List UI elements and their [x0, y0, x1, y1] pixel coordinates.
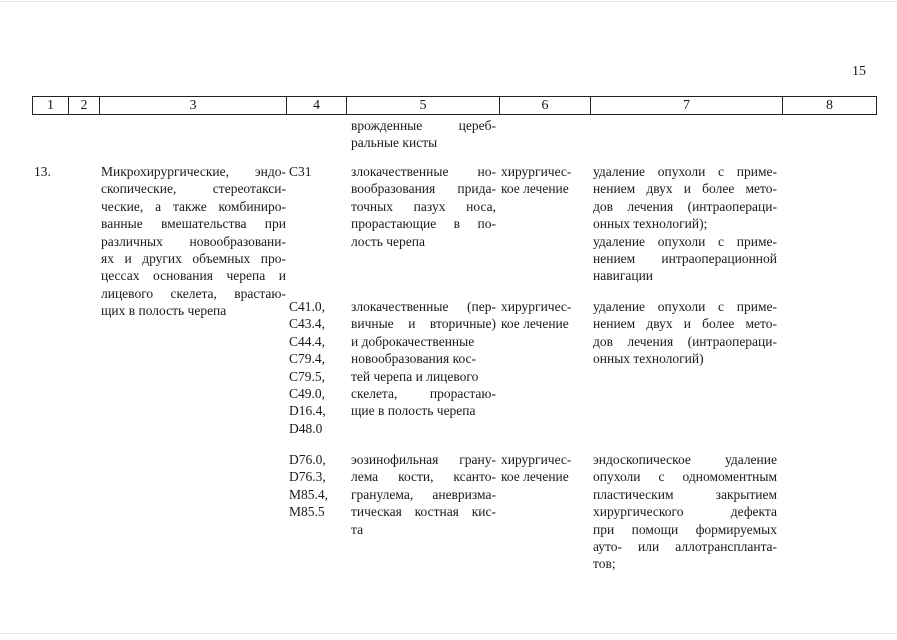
text-line: хирургического дефекта [593, 504, 777, 520]
scan-edge-top [0, 1, 897, 2]
procedure-cell [101, 163, 286, 320]
text-line: пластическим закрытием [593, 486, 777, 502]
header-col-5: 5 [347, 97, 500, 115]
page-number: 15 [852, 64, 866, 79]
header-col-4: 4 [287, 97, 347, 115]
text-line: тей черепа и лицевого [351, 368, 479, 384]
text-line: навигации [593, 268, 654, 284]
text-line: щих в полость черепа [101, 303, 227, 319]
treatment-type-cell [501, 298, 589, 333]
text-line: различных новообразовани- [101, 233, 286, 249]
text-line: щие в полость черепа [351, 403, 476, 419]
text-line: цессах основания черепа и [101, 268, 286, 284]
icd-codes-cell [289, 163, 347, 180]
disease-cell [351, 451, 496, 538]
icd-codes-cell [289, 298, 347, 437]
row-number: 13. [34, 164, 51, 179]
header-col-7: 7 [591, 97, 783, 115]
column-number-header [32, 96, 877, 115]
icd-code: D48.0 [289, 420, 323, 436]
icd-code: C43.4, [289, 316, 326, 332]
disease-cell [351, 163, 496, 250]
text-line: вообразования прида- [351, 181, 496, 197]
disease-cell [351, 298, 496, 420]
text-line: скелета, прорастаю- [351, 386, 496, 402]
header-col-2: 2 [69, 97, 100, 115]
text-line: ральные кисты [351, 135, 438, 151]
text-line: нением интраоперационной [593, 251, 777, 267]
text-line: ауто- или аллотрансплантa- [593, 539, 777, 555]
text-line: хирургичес- [501, 452, 572, 467]
header-col-3: 3 [100, 97, 287, 115]
icd-code: D76.3, [289, 469, 326, 485]
icd-code: M85.5 [289, 504, 325, 520]
text-line: хирургичес- [501, 164, 572, 179]
text-line: кое лечение [501, 469, 569, 485]
text-line: эндоскопическое удаление [593, 452, 777, 467]
text-line: кое лечение [501, 181, 569, 197]
text-line: нением двух и более мето- [593, 181, 777, 197]
text-line: лема кости, ксанто- [351, 469, 496, 485]
icd-code: C79.4, [289, 351, 326, 367]
text-line: и доброкачественные [351, 333, 475, 349]
treatment-method-cell [593, 451, 777, 573]
text-line: дов лечения (интраопераци- [593, 333, 777, 349]
text-line: ванные вмешательства при [101, 216, 286, 232]
treatment-method-cell [593, 163, 777, 285]
text-line: удаление опухоли с приме- [593, 233, 777, 249]
text-line: удаление опухоли с приме- [593, 299, 777, 314]
text-line: прорастающие в по- [351, 216, 496, 232]
icd-code: M85.4, [289, 486, 329, 502]
text-line: тов; [593, 556, 616, 572]
text-line: ческие, а также комбиниро- [101, 198, 286, 214]
icd-code: C41.0, [289, 299, 326, 314]
text-line: при помощи формируемых [593, 521, 777, 537]
icd-code: D16.4, [289, 403, 326, 419]
treatment-type-cell [501, 451, 589, 486]
treatment-type-cell [501, 163, 589, 198]
text-line: удаление опухоли с приме- [593, 164, 777, 179]
header-col-1: 1 [33, 97, 69, 115]
header-col-6: 6 [500, 97, 591, 115]
text-line: точных пазух носа, [351, 198, 496, 214]
header-col-8: 8 [783, 97, 877, 115]
text-line: та [351, 521, 364, 537]
text-line: кое лечение [501, 316, 569, 332]
text-line: врожденные цереб- [351, 118, 496, 133]
scan-edge-bottom [0, 633, 897, 634]
text-line: онных технологий) [593, 351, 704, 367]
treatment-method-cell [593, 298, 777, 368]
text-line: скопические, стереотакси- [101, 181, 286, 197]
text-line: опухоли с одномоментным [593, 469, 777, 485]
text-line: онных технологий); [593, 216, 708, 232]
icd-code: C49.0, [289, 386, 326, 402]
continuation-disease-cell [351, 117, 496, 152]
icd-codes-cell [289, 451, 347, 521]
text-line: новообразования кос- [351, 351, 477, 367]
text-line: эозинофильная грану- [351, 452, 496, 467]
text-line: дов лечения (интраопераци- [593, 198, 777, 214]
icd-code: C44.4, [289, 333, 326, 349]
text-line: лицевого скелета, врастаю- [101, 285, 286, 301]
text-line: Микрохирургические, эндо- [101, 164, 286, 179]
icd-code: C79.5, [289, 368, 326, 384]
text-line: лость черепа [351, 233, 425, 249]
text-line: вичные и вторичные) [351, 316, 496, 332]
text-line: гранулема, аневризма- [351, 486, 496, 502]
icd-code: C31 [289, 164, 312, 179]
text-line: ях и других объемных про- [101, 251, 286, 267]
text-line: хирургичес- [501, 299, 572, 314]
text-line: злокачественные (пер- [351, 299, 496, 314]
icd-code: D76.0, [289, 452, 326, 467]
text-line: злокачественные но- [351, 164, 496, 179]
text-line: нением двух и более мето- [593, 316, 777, 332]
text-line: тическая костная кис- [351, 504, 496, 520]
